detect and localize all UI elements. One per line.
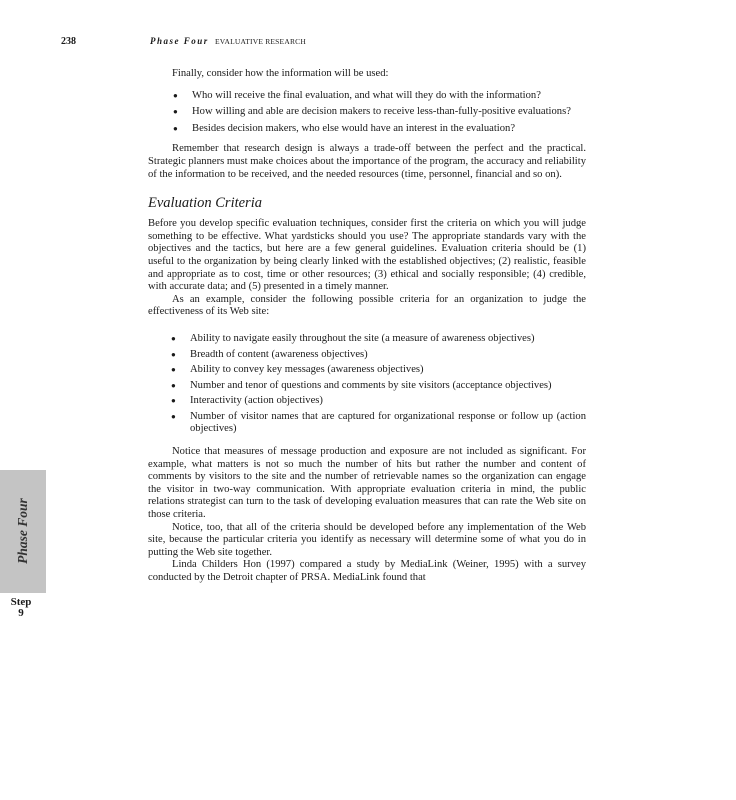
usage-bullet-list [148,90,586,136]
list-item: ● Besides decision makers, who else would have an interest in the evaluation? [192,123,586,136]
phase-side-tab [0,470,46,593]
list-item: ● Number and tenor of questions and comments by site visitors (acceptance objectives) [190,380,586,393]
step-label: Step [10,596,32,608]
list-item: ● Number of visitor names that are captured for organizational response or follow up (action objectives) [190,411,586,436]
notice-paragraph-2: Notice, too, that all of the criteria should be developed before any implementation of the Web site, because the particular criteria you identify as necessary will determine some of what you do in putting the Web site together. [148,521,586,558]
running-head-phase: Phase Four [150,36,209,46]
website-criteria-list [148,333,586,436]
remember-paragraph: Remember that research design is always a trade-off between the perfect and the practical. Strategic planners must make choices about the importance of the program, the accuracy and reliability of the information to be received, and the needed resources (time, personnel, financial and so on). [148,143,586,180]
running-head [150,36,306,46]
intro-paragraph: Finally, consider how the information will be used: [172,68,389,79]
list-item: ● Ability to convey key messages (awareness objectives) [190,364,586,377]
main-text [148,68,586,585]
step-number: 9 [18,607,24,619]
list-item: ● Ability to navigate easily throughout the site (a measure of awareness objectives) [190,333,586,346]
page-number: 238 [61,36,76,47]
step-indicator [4,597,38,619]
section-heading: Evaluation Criteria [148,195,262,212]
example-paragraph: As an example, consider the following possible criteria for an organization to judge the effectiveness of its Web site: [148,293,586,318]
side-tab-label: Phase Four [15,498,30,564]
list-item: ● How willing and able are decision makers to receive less-than-fully-positive evaluations? [192,106,586,119]
notice-paragraph-1: Notice that measures of message production and exposure are not included as significant. For example, what matters is not so much the number of hits but rather the number and content of comments by visitors to the site and the number of retrievable names so the organization can engage the visitor in two-way communication. With appropriate evaluation criteria in mind, the public relations strategist can turn to the task of developing evaluation measures that can rate the Web site on those criteria. [148,446,586,521]
hon-paragraph: Linda Childers Hon (1997) compared a study by MediaLink (Weiner, 1995) with a survey conducted by the Detroit chapter of PRSA. MediaLink found that [148,559,586,583]
criteria-paragraph: Before you develop specific evaluation techniques, consider first the criteria on which you will judge something to be effective. What yardsticks should you use? The appropriate standards vary with the objectives and the tactics, but here are a few general guidelines. Evaluation criteria should be (1) useful to the organization by being clearly linked with the established objectives; (2) realistic, feasible and appropriate as to cost, time or other resources; (3) ethical and socially responsible; (4) credible, with accurate data; and (5) presented in a timely manner. [148,218,586,293]
running-head-section: EVALUATIVE RESEARCH [215,37,306,46]
list-item: ● Who will receive the final evaluation, and what will they do with the information? [192,90,586,103]
list-item: ● Breadth of content (awareness objectives) [190,349,586,362]
list-item: ● Interactivity (action objectives) [190,395,586,408]
